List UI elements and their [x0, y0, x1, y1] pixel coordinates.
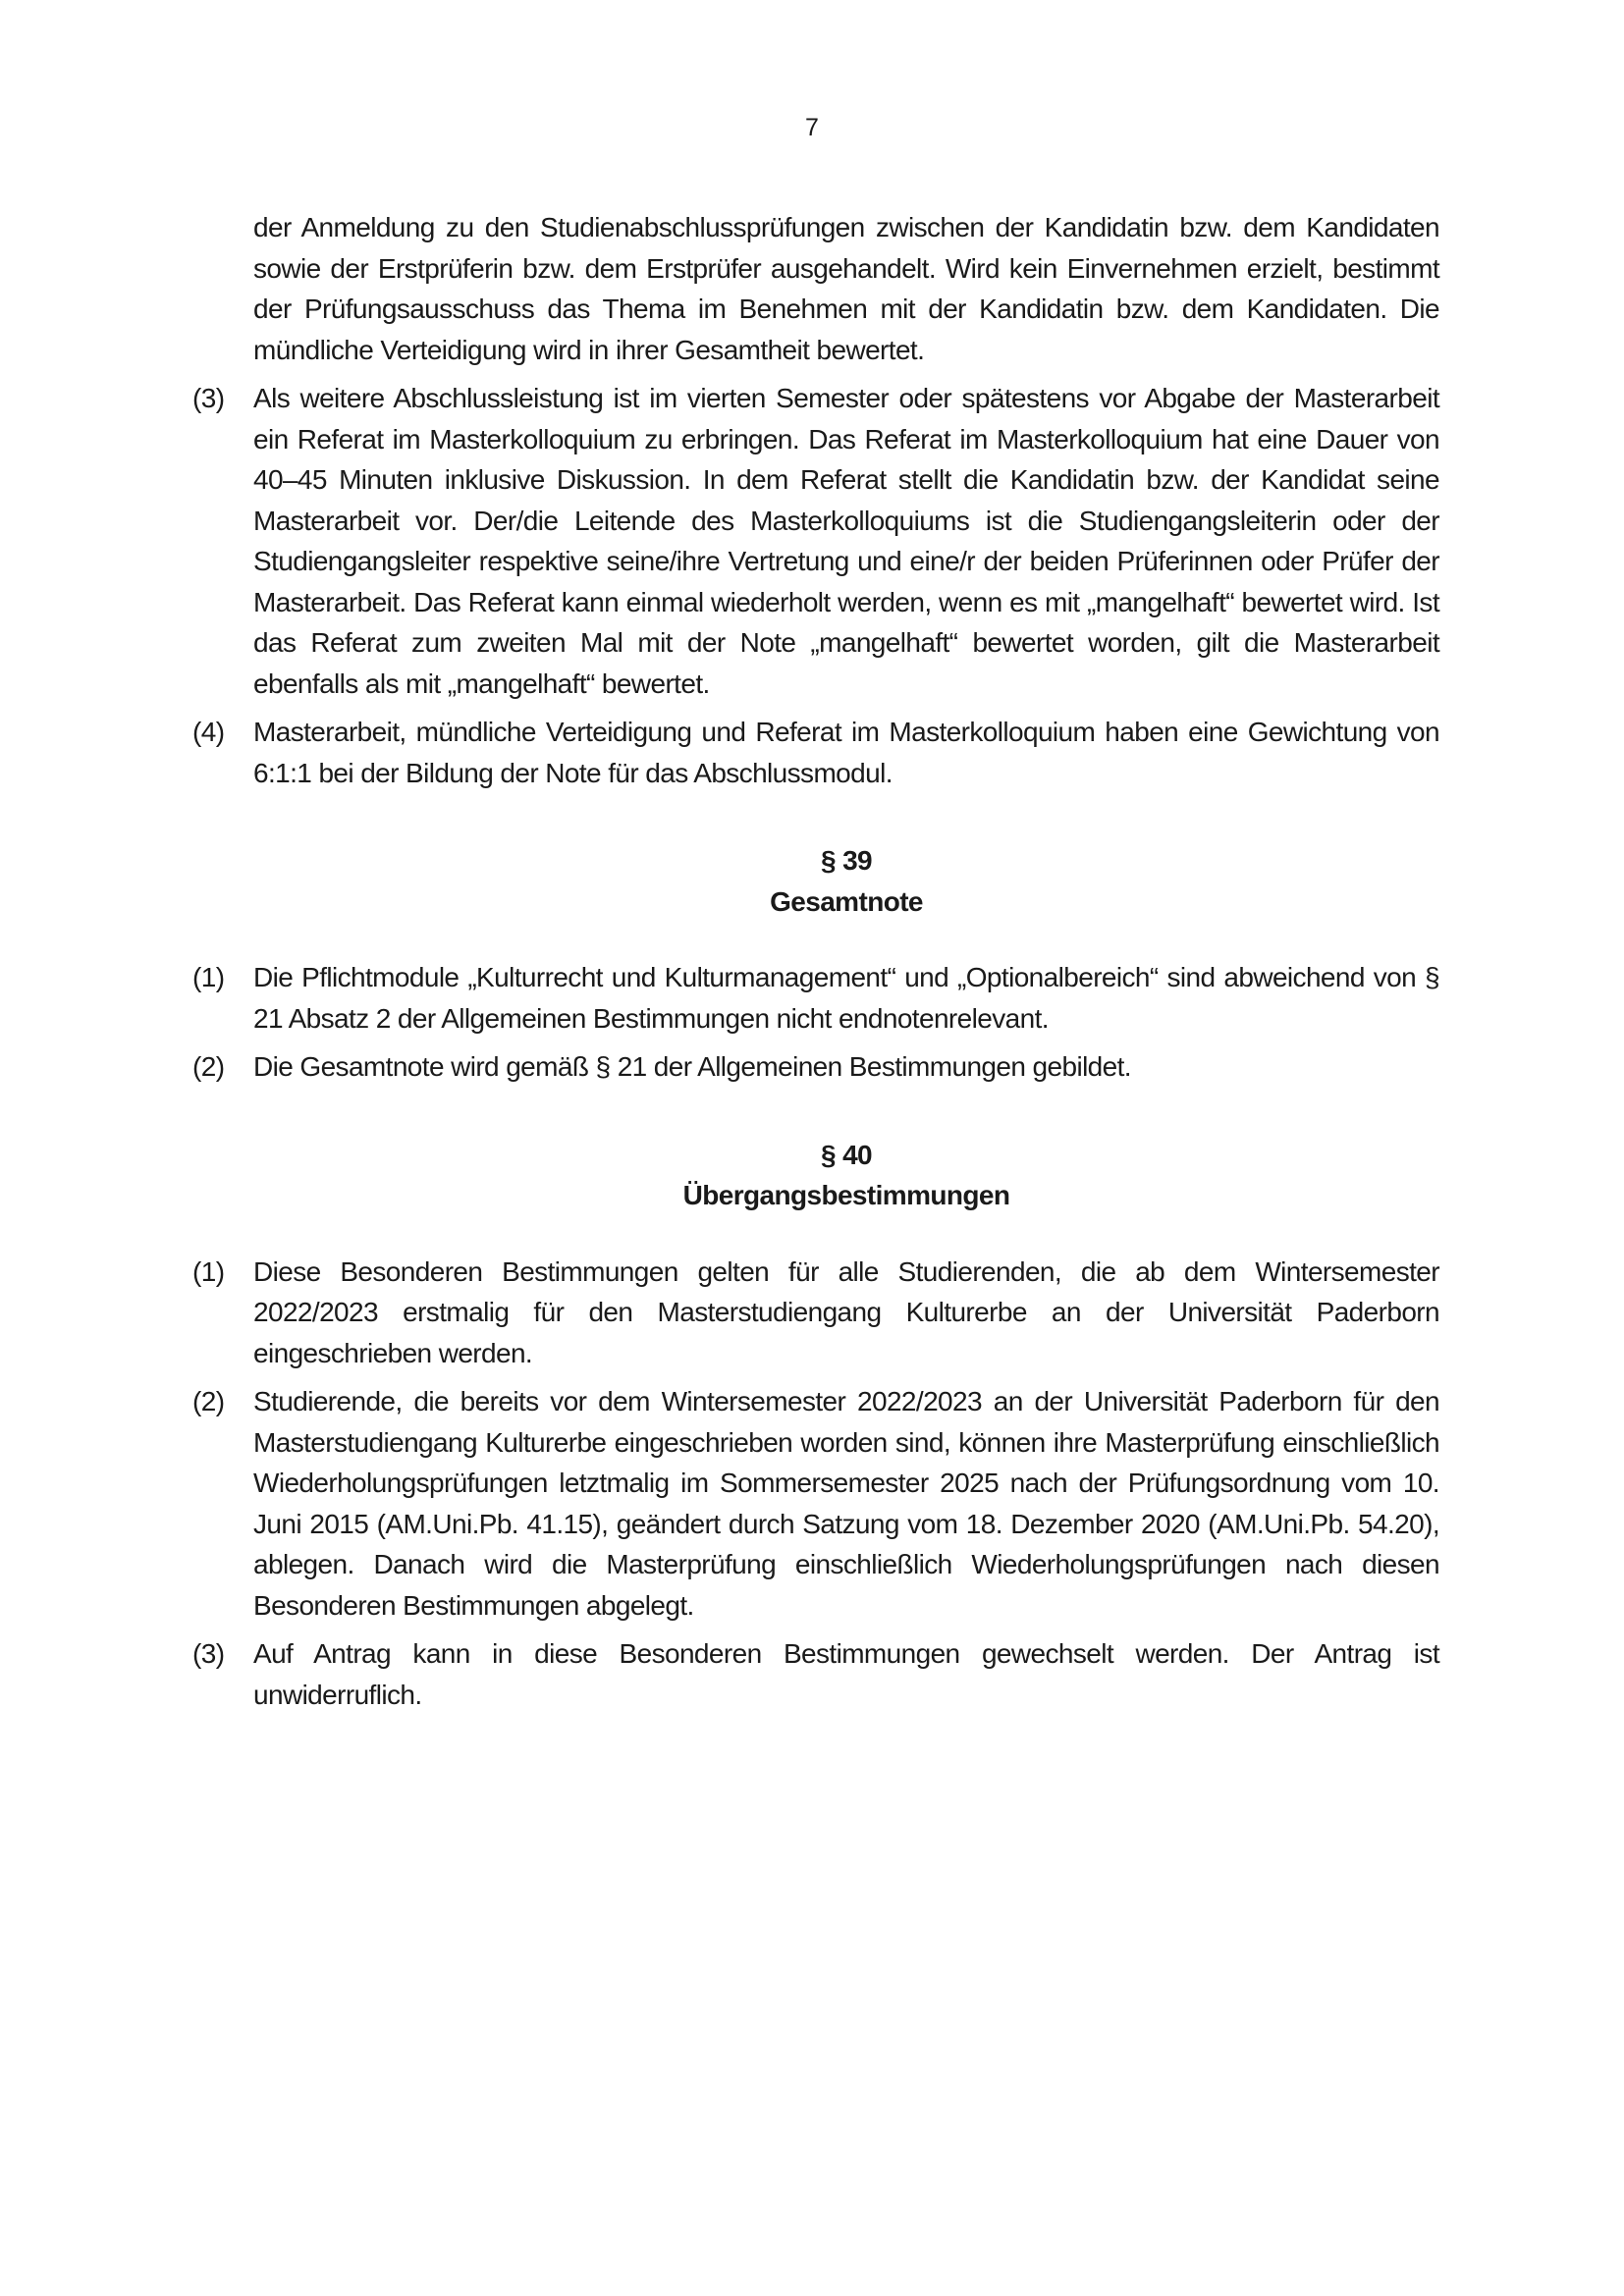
document-body: [192, 207, 1439, 1723]
paragraph-38-4: [192, 712, 1439, 793]
paragraph-text: der Anmeldung zu den Studienabschlussprüfungen zwischen der Kandidatin bzw. dem Kandidaten sowie der Erstprüferin bzw. dem Erstprüfer ausgehandelt. Wird kein Einvernehmen erzielt, bestimmt der Prüfungsausschuss das Thema im Benehmen mit der Kandidatin bzw. dem Kandidaten. Die mündliche Verteidigung wird in ihrer Gesamtheit bewertet.: [253, 212, 1439, 365]
paragraph-40-3: [192, 1633, 1439, 1715]
paragraph-continuation: [192, 207, 1439, 370]
section-number: § 39: [820, 845, 873, 876]
paragraph-text: Die Pflichtmodule „Kulturrecht und Kulturmanagement“ und „Optionalbereich“ sind abweichend von § 21 Absatz 2 der Allgemeinen Bestimmungen nicht endnotenrelevant.: [253, 962, 1439, 1034]
page-number: 7: [805, 114, 819, 141]
paragraph-39-2: [192, 1046, 1439, 1088]
paragraph-text: Studierende, die bereits vor dem Wintersemester 2022/2023 an der Universität Paderborn für den Masterstudiengang Kulturerbe eingeschrieben worden sind, können ihre Masterprüfung einschließlich Wiederholungsprüfungen letztmalig im Sommersemester 2025 nach der Prüfungsordnung vom 10. Juni 2015 (AM.Uni.Pb. 41.15), geändert durch Satzung vom 18. Dezember 2020 (AM.Uni.Pb. 54.20), ablegen. Danach wird die Masterprüfung einschließlich Wiederholungsprüfungen nach diesen Besonderen Bestimmungen abgelegt.: [253, 1386, 1439, 1621]
paragraph-number: (3): [192, 383, 225, 413]
paragraph-number: (2): [192, 1386, 225, 1416]
section-heading-39: [192, 840, 1439, 922]
paragraph-number: (3): [192, 1638, 225, 1669]
paragraph-text: Masterarbeit, mündliche Verteidigung und Referat im Masterkolloquium haben eine Gewichtung von 6:1:1 bei der Bildung der Note für das Abschlussmodul.: [253, 717, 1439, 788]
paragraph-text: Als weitere Abschlussleistung ist im vierten Semester oder spätestens vor Abgabe der Masterarbeit ein Referat im Masterkolloquium zu erbringen. Das Referat im Masterkolloquium hat eine Dauer von 40–45 Minuten inklusive Diskussion. In dem Referat stellt die Kandidatin bzw. der Kandidat seine Masterarbeit vor. Der/die Leitende des Masterkolloquiums ist die Studiengangsleiterin oder der Studiengangsleiter respektive seine/ihre Vertretung und eine/r der beiden Prüferinnen oder Prüfer der Masterarbeit. Das Referat kann einmal wiederholt werden, wenn es mit „mangelhaft“ bewertet wird. Ist das Referat zum zweiten Mal mit der Note „mangelhaft“ bewertet worden, gilt die Masterarbeit ebenfalls als mit „mangelhaft“ bewertet.: [253, 383, 1439, 699]
paragraph-38-3: [192, 378, 1439, 704]
paragraph-number: (4): [192, 717, 225, 747]
paragraph-text: Die Gesamtnote wird gemäß § 21 der Allgemeinen Bestimmungen gebildet.: [253, 1051, 1131, 1082]
section-heading-40: [192, 1135, 1439, 1216]
section-title: Übergangsbestimmungen: [682, 1180, 1010, 1210]
paragraph-number: (1): [192, 1255, 225, 1287]
section-number: § 40: [820, 1139, 873, 1170]
paragraph-number: (1): [192, 962, 225, 992]
paragraph-40-1: [192, 1252, 1439, 1374]
paragraph-number: (2): [192, 1051, 225, 1082]
paragraph-text: Diese Besonderen Bestimmungen gelten für alle Studierenden, die ab dem Wintersemester 2022/2023 erstmalig für den Masterstudiengang Kulturerbe an der Universität Paderborn eingeschrieben werden.: [253, 1255, 1439, 1368]
paragraph-40-2: [192, 1381, 1439, 1626]
paragraph-39-1: [192, 957, 1439, 1039]
paragraph-text: Auf Antrag kann in diese Besonderen Bestimmungen gewechselt werden. Der Antrag ist unwiderruflich.: [253, 1638, 1439, 1710]
section-title: Gesamtnote: [770, 885, 923, 917]
